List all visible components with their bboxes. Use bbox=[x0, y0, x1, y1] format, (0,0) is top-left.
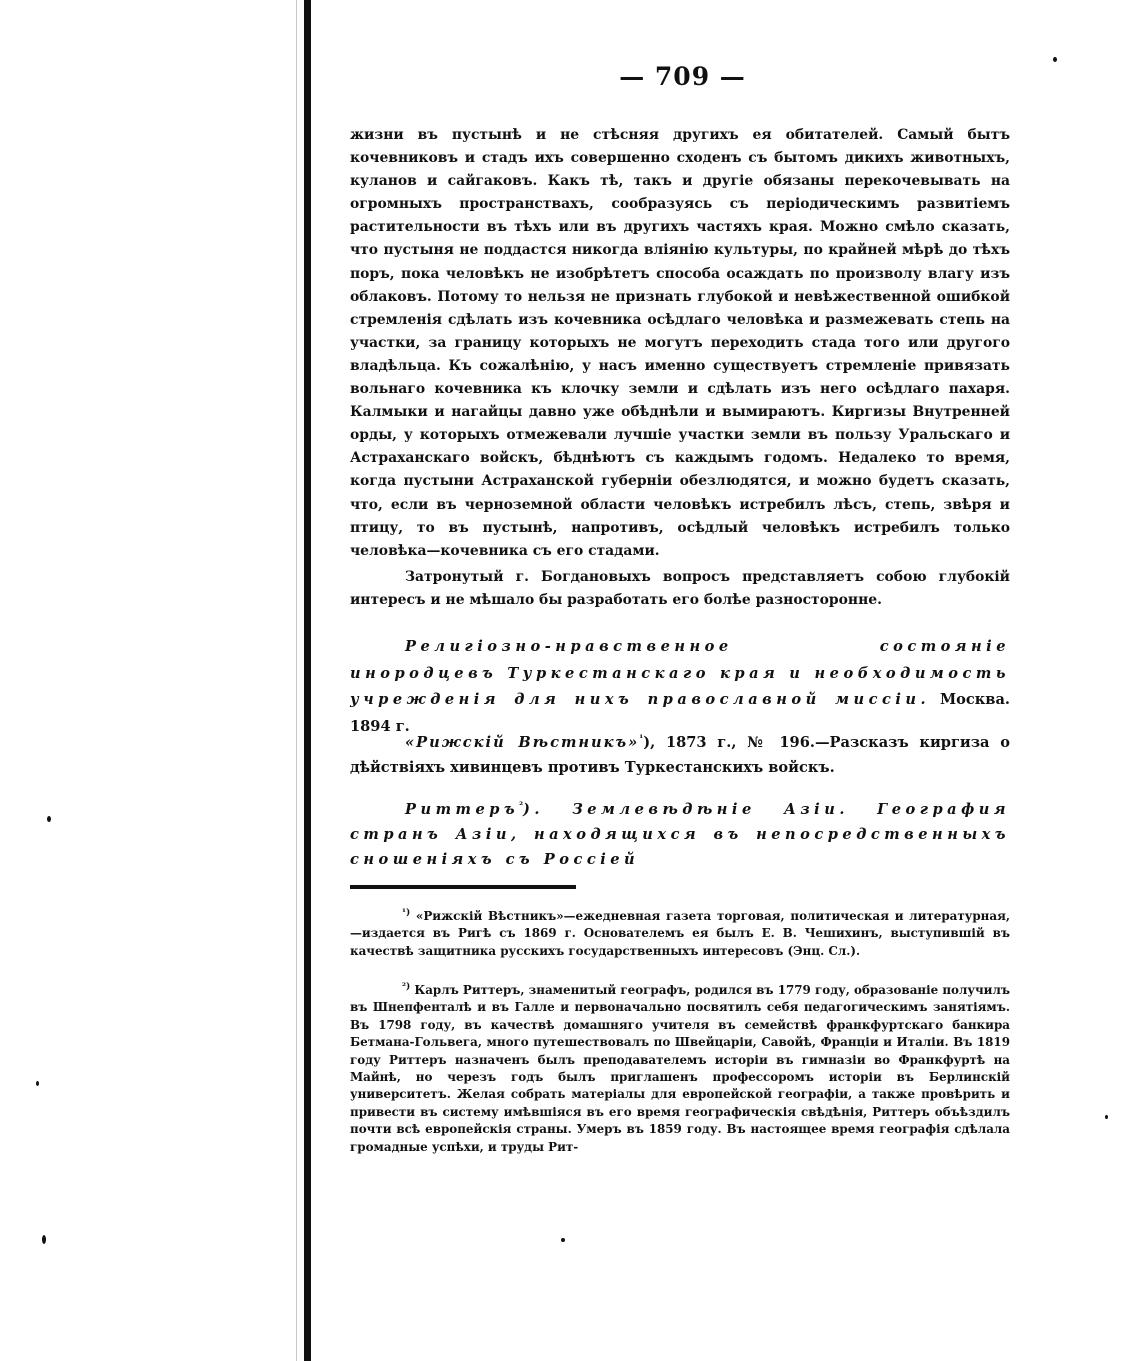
entry-3-author: Риттеръ bbox=[405, 801, 520, 818]
scan-speck bbox=[1105, 1115, 1108, 1119]
book-spine-shadow bbox=[304, 0, 311, 1361]
footnote-2-text: Карлъ Риттеръ, знаменитый географъ, родился въ 1779 году, образованіе получилъ въ Шнепфенталѣ и въ Галле и первоначально посвятилъ себя педагогическимъ занятіямъ. Въ 1798 году, въ качествѣ домашняго учителя въ семействѣ франкфуртскаго банкира Бетмана-Гольвега, много путешествовалъ по Швейцаріи, Савойѣ, Франціи и Италіи. Въ 1819 году Риттеръ назначенъ былъ преподавателемъ исторіи въ гимназіи во Франкфуртѣ на Майнѣ, но черезъ годъ былъ приглашенъ профессоромъ исторіи въ Берлинскій университетъ. Желая собрать матеріалы для европейской географіи, а также провѣрить и привести въ систему имѣвшіяся въ его время географическія свѣдѣнія, Риттеръ объѣздилъ почти всѣ европейскія страны. Умеръ въ 1859 году. Въ настоящее время географія сдѣлала громадные успѣхи, и труды Рит- bbox=[350, 983, 1011, 1154]
footnote-2-mark: ²) bbox=[402, 982, 411, 993]
scan-speck bbox=[36, 1081, 39, 1086]
entry-1-title: Религіозно-нравственное состояніе инородцевъ Туркестанскаго края и необходимость учрежденія для нихъ православной миссіи. bbox=[350, 638, 1010, 708]
footnote-ref-1[interactable]: ¹ bbox=[639, 734, 644, 745]
entry-3-title: ). Землевѣдѣніе Азіи. География странъ Азіи, находящихся въ непосредственныхъ сношеніяхъ съ Россіей bbox=[350, 801, 1010, 868]
entry-2-description: ), 1873 г., № 196.—Разсказъ киргиза о дѣйствіяхъ хивинцевъ противъ Туркестанскихъ войскъ. bbox=[350, 734, 1010, 776]
footnote-divider bbox=[350, 885, 576, 889]
bibliography-entry-1 bbox=[350, 634, 1010, 740]
page-number: — 709 — bbox=[619, 62, 746, 91]
entry-1-imprint: Москва. 1894 г. bbox=[350, 691, 1010, 735]
scan-speck bbox=[42, 1235, 46, 1244]
body-paragraph-1: жизни въ пустынѣ и не стѣсняя другихъ ея обитателей. Самый бытъ кочевниковъ и стадъ ихъ совершенно сходенъ съ бытомъ дикихъ животныхъ, куланов и сайгаковъ. Какъ тѣ, такъ и другіе обязаны перекочевывать на огромныхъ пространствахъ, сообразуясь съ періодическимъ развитіемъ растительности въ тѣхъ или въ другихъ частяхъ края. Можно смѣло сказать, что пустыня не поддастся никогда вліянію культуры, по крайней мѣрѣ до тѣхъ поръ, пока человѣкъ не изобрѣтетъ способа осаждать по произволу влагу изъ облаковъ. Потому то нельзя не признать глубокой и невѣжественной ошибкой стремленія сдѣлать изъ кочевника осѣдлаго человѣка и размежевать степь на участки, за границу которыхъ не могутъ переходить стада того или другого владѣльца. Къ сожалѣнію, у насъ именно существуетъ стремленіе привязать вольнаго кочевника къ клочку земли и сдѣлать изъ него осѣдлаго пахаря. Калмыки и нагайцы давно уже обѣднѣли и вымираютъ. Киргизы Внутренней орды, у которыхъ отмежевали лучшіе участки земли въ пользу Уральскаго и Астраханскаго войскъ, бѣднѣютъ съ каждымъ годомъ. Недалеко то время, когда пустыни Астраханской губерніи обезлюдятся, и можно будетъ сказать, что, если въ черноземной области человѣкъ истребилъ лѣсъ, степь, звѣря и птицу, то въ пустынѣ, напротивъ, осѣдлый человѣкъ истребилъ только человѣка—кочевника съ его стадами. bbox=[350, 127, 1010, 559]
entry-2-title: «Рижскій Вѣстникъ» bbox=[405, 734, 640, 751]
scan-speck bbox=[47, 816, 51, 822]
page-edge-hairline bbox=[296, 0, 297, 1361]
bibliography-entry-3 bbox=[350, 797, 1010, 872]
body-paragraph-2: Затронутый г. Богдановыхъ вопросъ представляетъ собою глубокій интересъ и не мѣшало бы разработать его болѣе разносторонне. bbox=[350, 569, 1010, 609]
scan-speck bbox=[1053, 57, 1057, 62]
scan-speck bbox=[561, 1238, 565, 1242]
footnote-1-mark: ¹) bbox=[402, 908, 411, 919]
bibliography-entry-2 bbox=[350, 730, 1010, 780]
footnote-ref-2[interactable]: ² bbox=[519, 801, 524, 812]
footnote-1-text: «Рижскій Вѣстникъ»—ежедневная газета торговая, политическая и литературная,—издается въ Ригѣ съ 1869 г. Основателемъ ея былъ Е. В. Чешихинъ, выступившій въ качествѣ защитника русскихъ государственныхъ интересовъ (Энц. Сл.). bbox=[350, 909, 1011, 958]
footnote-2 bbox=[350, 982, 1010, 1156]
footnote-1 bbox=[350, 908, 1010, 960]
